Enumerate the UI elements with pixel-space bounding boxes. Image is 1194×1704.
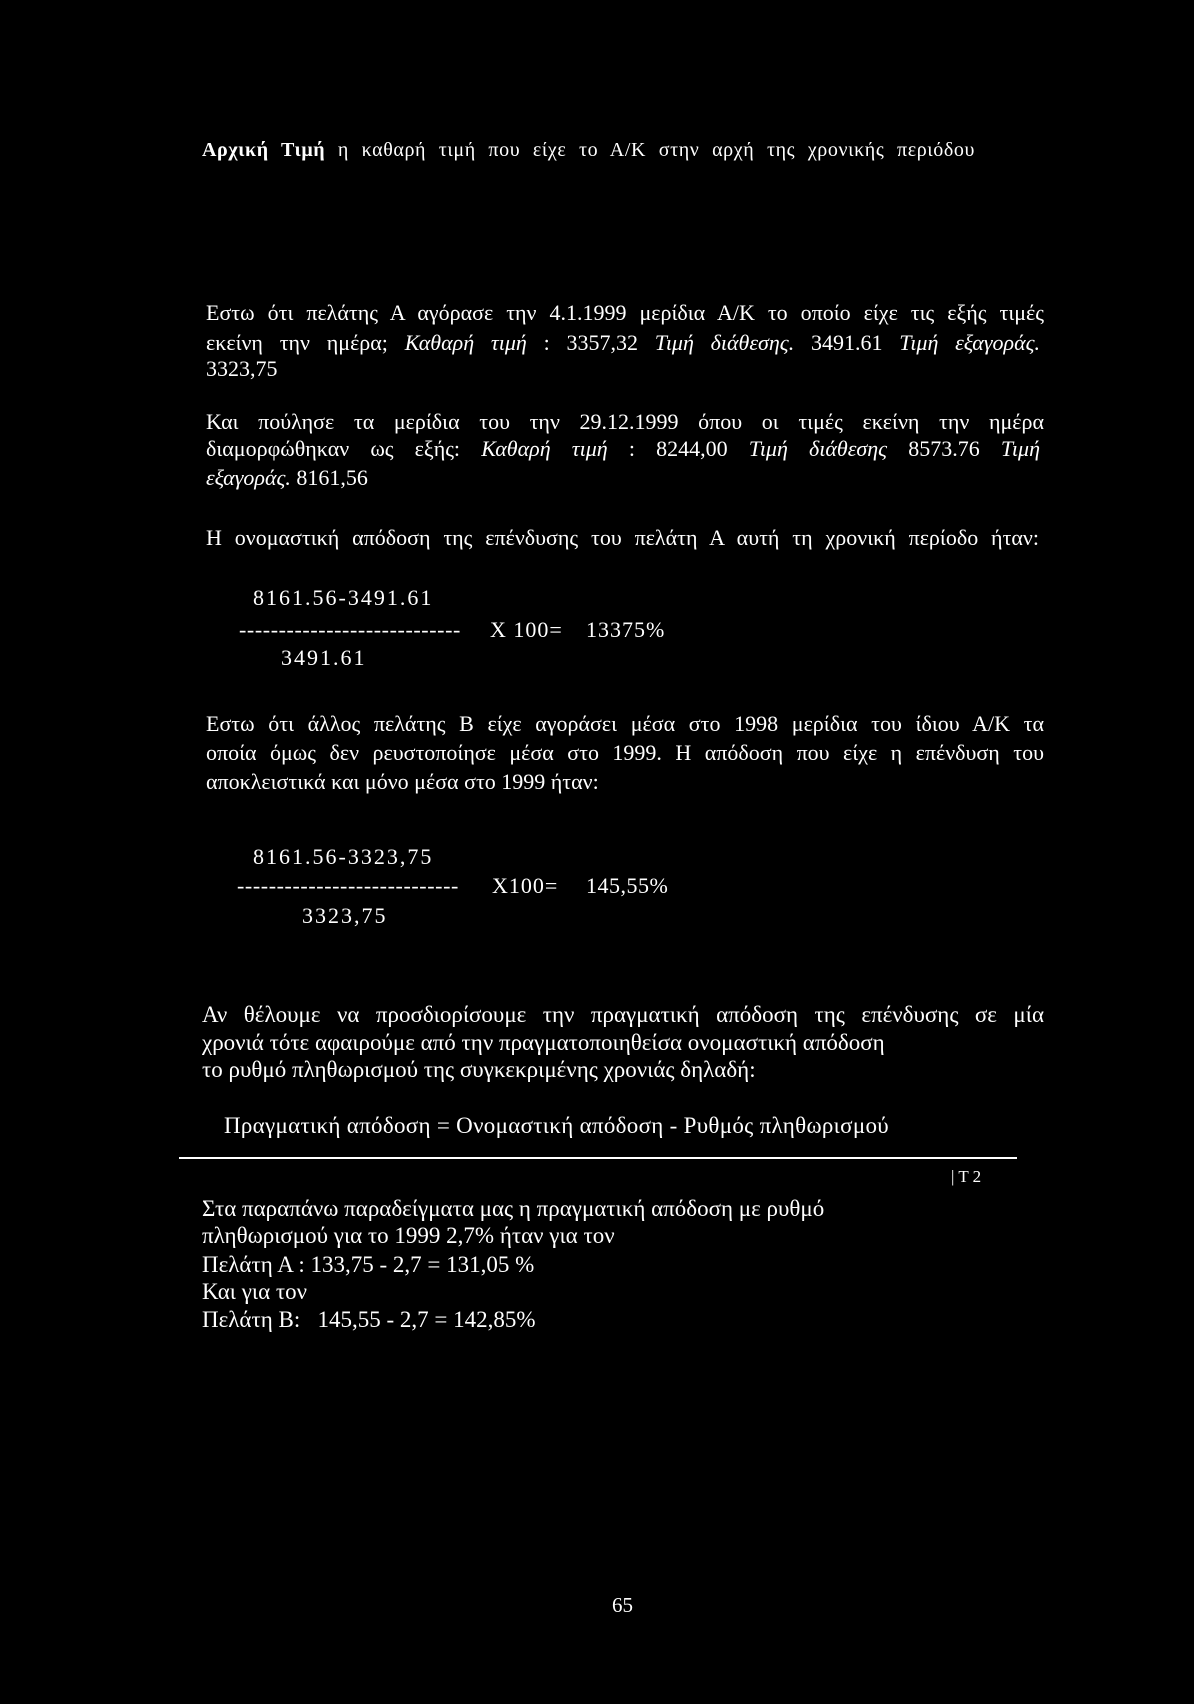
purchase-redemption-price-label: Τιμή εξαγοράς. [899, 330, 1041, 355]
page-number: 65 [612, 1593, 633, 1617]
purchase-offer-price-label: Τιμή διάθεσης. [654, 330, 795, 355]
margin-tag: | Τ 2 [951, 1167, 982, 1186]
formula-a-fraction-bar: ---------------------------- [239, 617, 461, 642]
formula-b-result: 145,55% [586, 873, 669, 898]
purchase-intro: εκείνη την ημέρα; [206, 330, 388, 355]
formula-a-result: 13375% [586, 617, 666, 642]
definition-term: Αρχική Τιμή [202, 139, 326, 161]
sale-redemption-price-value: 8161,56 [296, 465, 368, 490]
real-return-formula: Πραγματική απόδοση = Ονομαστική απόδοση - Ρυθμός πληθωρισμού [224, 1113, 889, 1138]
sale-redemption-price-label-start: Τιμή [1000, 436, 1040, 461]
sale-net-price-value: : 8244,00 [628, 436, 728, 461]
nominal-return-text: Η ονομαστική απόδοση της επένδυσης του πελάτη Α αυτή τη χρονική περίοδο ήταν: [206, 525, 1039, 550]
real-return-line-2: χρονιά τότε αφαιρούμε από την πραγματοποιηθείσα ονομαστική απόδοση [202, 1030, 885, 1055]
example-a-purchase-line-2 [206, 330, 1040, 356]
formula-a-multiplier: Χ 100= [490, 617, 563, 642]
formula-a-denominator: 3491.61 [281, 645, 367, 670]
formula-b-fraction-bar: ---------------------------- [237, 873, 459, 898]
sale-intro: διαμορφώθηκαν ως εξής: [206, 436, 461, 461]
purchase-net-price-label: Καθαρή τιμή [404, 330, 527, 355]
formula-a-numerator: 8161.56-3491.61 [253, 585, 434, 610]
formula-b-denominator: 3323,75 [302, 903, 388, 928]
example-a-sale-line-1: Και πούλησε τα μερίδια του την 29.12.1999 όπου οι τιμές εκείνη την ημέρα [206, 409, 1044, 434]
conclusion-line-4: Και για τον [202, 1279, 308, 1304]
conclusion-line-1: Στα παραπάνω παραδείγματα μας η πραγματική απόδοση με ρυθμό [202, 1196, 825, 1221]
sale-redemption-price-label-end: εξαγοράς. [206, 465, 291, 490]
example-b-line-3: αποκλειστικά και μόνο μέσα στο 1999 ήταν: [206, 769, 599, 794]
conclusion-line-3: Πελάτη Α : 133,75 - 2,7 = 131,05 % [202, 1252, 535, 1277]
conclusion-line-2: πληθωρισμού για το 1999 2,7% ήταν για τον [202, 1223, 615, 1248]
example-a-sale-line-3 [206, 465, 368, 491]
real-return-line-1: Αν θέλουμε να προσδιορίσουμε την πραγματική απόδοση της επένδυσης σε μία [202, 1002, 1044, 1027]
purchase-net-price-value: : 3357,32 [543, 330, 639, 355]
formula-b-multiplier: Χ100= [492, 873, 559, 898]
sale-offer-price-label: Τιμή διάθεσης [748, 436, 888, 461]
horizontal-rule [179, 1157, 1017, 1159]
formula-b-numerator: 8161.56-3323,75 [253, 844, 434, 869]
definition-text: η καθαρή τιμή που είχε το Α/Κ στην αρχή της χρονικής περιόδου [337, 139, 976, 161]
example-a-sale-line-2 [206, 436, 1040, 462]
example-b-line-2: οποία όμως δεν ρευστοποίησε μέσα στο 1999. Η απόδοση που είχε η επένδυση του [206, 740, 1044, 765]
conclusion-line-5: Πελάτη Β: 145,55 - 2,7 = 142,85% [202, 1307, 536, 1332]
real-return-line-3: το ρυθμό πληθωρισμού της συγκεκριμένης χρονιάς δηλαδή: [202, 1057, 756, 1082]
example-b-line-1: Εστω ότι άλλος πελάτης Β είχε αγοράσει μέσα στο 1998 μερίδια του ίδιου Α/Κ τα [206, 711, 1044, 736]
example-a-purchase-line-1: Εστω ότι πελάτης Α αγόρασε την 4.1.1999 μερίδια Α/Κ το οποίο είχε τις εξής τιμές [206, 300, 1044, 325]
definition-line [202, 137, 975, 163]
purchase-offer-price-value: 3491.61 [811, 330, 883, 355]
sale-offer-price-value: 8573.76 [908, 436, 980, 461]
purchase-redemption-price-value: 3323,75 [206, 356, 278, 381]
sale-net-price-label: Καθαρή τιμή [481, 436, 608, 461]
